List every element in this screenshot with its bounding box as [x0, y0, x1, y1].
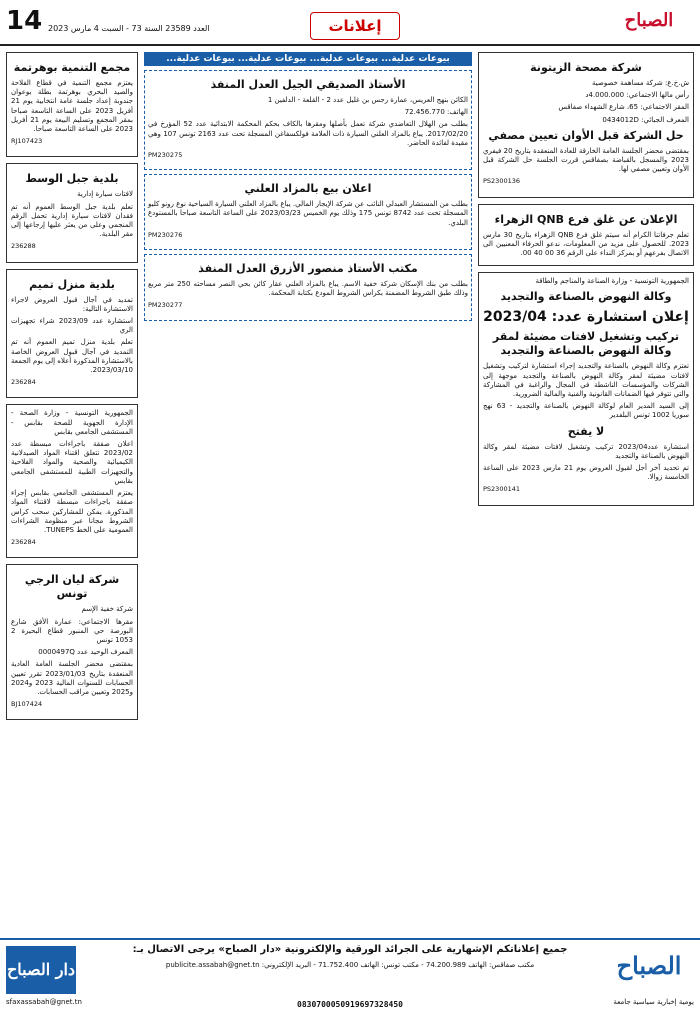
page-header [0, 0, 700, 46]
sale1-title: الأستاذ الصديقي الجيل العدل المنفذ [210, 78, 406, 91]
consult-ref-code: PS2300141 [483, 485, 520, 494]
ad-development-group [6, 52, 138, 157]
ad-menzel-temime [6, 269, 138, 399]
page-number: 14 [6, 6, 43, 36]
sale3-ref: PM230277 [148, 301, 183, 310]
judicial-sales-bar: بيوعات عدلية... بيوعات عدلية... بيوعات عدلية... بيوعات عدلية... [144, 52, 472, 66]
footer-slogan: يومية إخبارية سياسية جامعة [613, 998, 694, 1006]
issue-info: العدد 23589 السنة 73 - السبت 4 مارس 2023 [48, 24, 210, 33]
jw-body: تعلم بلدية جبل الوسط العموم أنه تم فقدان لافتات سيارة إدارية تحمل الرقم المنجمي وعلى من يعثر عليها إرجاعها إلى مقر البلدية. [11, 202, 133, 239]
qnb-body: تعلم جرفاتنا الكرام أنه سيتم غلق فرع QNB الزهراء بتاريخ 30 مارس 2023. للحصول على مزيد من المعلومات، ندعو الحرفاء المعنيين الى الاتصال بفرعهم أو بمركز النداء على الرقم 36 00 40 00. [483, 230, 689, 258]
mt-sub-b: استشارة عدد 2023/09 شراء تجهيزات الري [11, 317, 133, 335]
liane-ref: BJ107424 [11, 700, 43, 709]
jw-ref: 236288 [11, 242, 36, 251]
company-hq: المقر الاجتماعي: 65، شارع الشهداء صفاقس [558, 103, 689, 112]
section-title: إعلانات [310, 12, 400, 40]
sale3-title: مكتب الأستاذ منصور الأزرق العدل المنفذ [198, 262, 418, 276]
gh-ref: 236284 [11, 538, 36, 547]
sale3-body: بطلب من بنك الإسكان شركة خفية الاسم. يباع بالمزاد العلني عقار كائن بحي النصر مساحته 250 متر مربع وذلك طبق الشروط المضمنة بكراس الشروط المودع بكتابة المحكمة. [148, 280, 468, 298]
ad-liane [6, 564, 138, 720]
footer-email: sfaxassabah@gnet.tn [6, 998, 82, 1006]
dev-title: مجمع التنمية بوهرتمة [13, 61, 131, 74]
column-right [478, 52, 694, 932]
company-reg: المعرف الجبائي: 0434012D [602, 115, 689, 124]
jw-sub: لافتات سيارة إدارية [77, 190, 133, 199]
footer-logo-left: دار الصباح [6, 946, 76, 994]
sale1-addr: الكائن بنهج العريس، عمارة رجس بن غليل عدد 2 - القلعة - الدلفين 1 [267, 96, 468, 104]
sale1-ref: PM230275 [148, 151, 183, 160]
ad-title: حل الشركة قبل الأوان تعيين مصفي [488, 128, 684, 142]
consult-address: إلى السيد المدير العام لوكالة النهوض بالصناعة والتجديد - 63 نهج سوريا 1002 تونس البلفدير [483, 402, 689, 420]
gh-title: الجمهورية التونسية - وزارة الصحة - الإدارة الجهوية للصحة بقابس - المستشفى الجامعي بقابس [11, 409, 133, 436]
sale-ad-3 [144, 254, 472, 321]
ad-body: بمقتضى محضر الجلسة العامة الخارقة للعادة المنعقدة بتاريخ 20 فيفري 2023 والمسجل بالقباضة بصفاقس قررت الجلسة حل الشركة قبل الأوان وتعيين مصفي لها. [483, 146, 689, 174]
mt-sub: تمديد في آجال قبول العروض لاجراء الاستشارة التالية: [11, 295, 133, 313]
mt-body: تعلم بلدية منزل تميم العموم أنه تم التمديد في آجال قبول العروض الخاصة بالاستشارة المذكورة أعلاه إلى يوم الجمعة 2023/03/10. [11, 338, 133, 375]
sale2-title: اعلان بيع بالمزاد العلني [244, 182, 372, 196]
ad-gabes-hospital [6, 404, 138, 558]
ad-qnb [478, 204, 694, 267]
company-name: شركة مصحة الزيتونة [530, 61, 642, 74]
gh-sub: اعلان صفقة باجراءات مبسطة عدد 2023/02 تتعلق اقتناء المواد الصيدلانية الكيميائية والصحية والمواد الفلاحية والتجهيزات الطبية للمستشفى الجامعي بقابس [11, 440, 133, 485]
column-middle [144, 52, 472, 932]
sale-ad-2 [144, 174, 472, 250]
consult-deadline: تم تحديد آخر أجل لقبول العروض يوم 21 مارس 2023 على الساعة الخامسة زوالا. [483, 464, 689, 482]
gh-body: يعتزم المستشفى الجامعي بقابس إجراء صفقة باجراءات مبسطة لاقتناء المواد المذكورة. يمكن للمشاركين سحب كراس الشروط مجانا عبر منظومة الشراءات العمومية على الخط TUNEPS. [11, 489, 133, 534]
consult-title: إعلان استشارة عدد: 2023/04 [483, 309, 689, 326]
company-type: ش.خ.ع: شركة مساهمة خصوصية [592, 79, 689, 87]
footer-info: مكتب صفاقس: الهاتف 74.200.989 - مكتب تونس: الهاتف 71.752.400 - البريد الإلكتروني: publicite.assabah@gnet.tn [165, 961, 535, 969]
do-not-open: لا يفتح [567, 424, 605, 438]
ministry: الجمهورية التونسية - وزارة الصناعة والمناجم والطاقة [535, 277, 689, 286]
sale1-phone: الهاتف: 72.456.770 [404, 108, 468, 117]
company-capital: رأس مالها الاجتماعي: 4.000.000د [585, 91, 689, 100]
consult-ref: استشارة عدد2023/04 تركيب وتشغيل لافتات مضيئة لمقر وكالة النهوض بالصناعة والتجديد [483, 442, 689, 460]
sale-ad-1 [144, 70, 472, 170]
liane-sub-c: المعرف الوحيد عدد 0000497Q [38, 648, 133, 657]
page-footer [0, 938, 700, 1016]
liane-sub: شركة خفية الإسم [81, 605, 133, 614]
ad-ref: PS2300136 [483, 177, 520, 186]
liane-sub-b: مقرها الاجتماعي: عمارة الأفق شارع البورصة حي المنبور قطاع البحيرة 2 1053 تونس [11, 617, 133, 644]
dev-body: يعتزم مجمع التنمية في قطاع الفلاحة والصيد البحري بوهرتمة بطلة بوعوان جندوبة إعداد جلسة عامة انتخابية يوم 21 أفريل 2023 على الساعة التاسعة صباحا بمقر المجمع وتسليم البيعة يوم 21 أفريل 2023 على الساعة التاسعة صباحا. [11, 79, 133, 134]
mt-title: بلدية منزل تميم [29, 277, 115, 291]
consult-body: تعتزم وكالة النهوض بالصناعة والتجديد إجراء استشارة لتركيب وتشغيل لافتات مضيئة لمقر وكالة النهوض بالصناعة والتجديد موجهة إلى الشركات والمؤسسات الناشطة في المجال والراغبة في المشاركة والتي تتوفر فيها الضمانات القانونية والفنية والمالية الضرورية. [483, 362, 689, 399]
footer-phones: 0830700050919697328450 [297, 1000, 403, 1009]
liane-title: شركة ليان الرجي تونس [24, 573, 120, 601]
mt-ref: 236284 [11, 378, 36, 387]
footer-title: جميع إعلاناتكم الإشهارية على الجرائد الورقية والإلكترونية «دار الصباح» يرجى الاتصال بـ: [132, 944, 568, 955]
liane-body: بمقتضى محضر الجلسة العامة العادية المنعقدة بتاريخ 2023/01/03 تقرر تعيين الحسابات للسنوات المالية 2023 و2024 و2025 وتعيين مراقب الحسابات. [11, 660, 133, 696]
agency-name: وكالة النهوض بالصناعة والتجديد [500, 290, 672, 304]
qnb-title: الإعلان عن غلق فرع QNB الزهراء [494, 212, 678, 226]
ad-consultation [478, 272, 694, 505]
sale2-body: بطلب من المستشار العبدلي النائب عن شركة الإيجار المالي. يباع بالمزاد العلني السيارة السياحية نوع رونو كليو المسجلة تحت عدد 8742 تونس 175 وذلك يوم الخميس 2023/03/23 على الساعة التاسعة صباحا بالمستودع البلدي. [148, 200, 468, 227]
jw-title: بلدية جبل الوسط [25, 172, 119, 186]
consult-subtitle: تركيب وتشغيل لافتات مضيئة لمقر وكالة النهوض بالصناعة والتجديد [492, 330, 680, 358]
sale2-ref: PM230276 [148, 230, 183, 239]
ad-jebel-wast [6, 163, 138, 262]
dev-ref: RJ107423 [11, 137, 43, 146]
column-left [6, 52, 138, 932]
newspaper-logo: الصباح [624, 10, 674, 31]
sale1-body: بطلب من الهلال التعاضدي شركة تعمل بأصلها ومقرها بالكاف بحكم المحكمة الابتدائية عدد 52 المؤرخ في 2017/02/20. يباع بالمزاد العلني السيارة ذات العلامة فولكسفاغن المسجلة تحت عدد 2163 تونس 107 وهي مقيدة لفائدة الحاضر. [148, 120, 469, 147]
ad-zitouna [478, 52, 694, 198]
footer-logo-right: الصباح [616, 951, 682, 980]
